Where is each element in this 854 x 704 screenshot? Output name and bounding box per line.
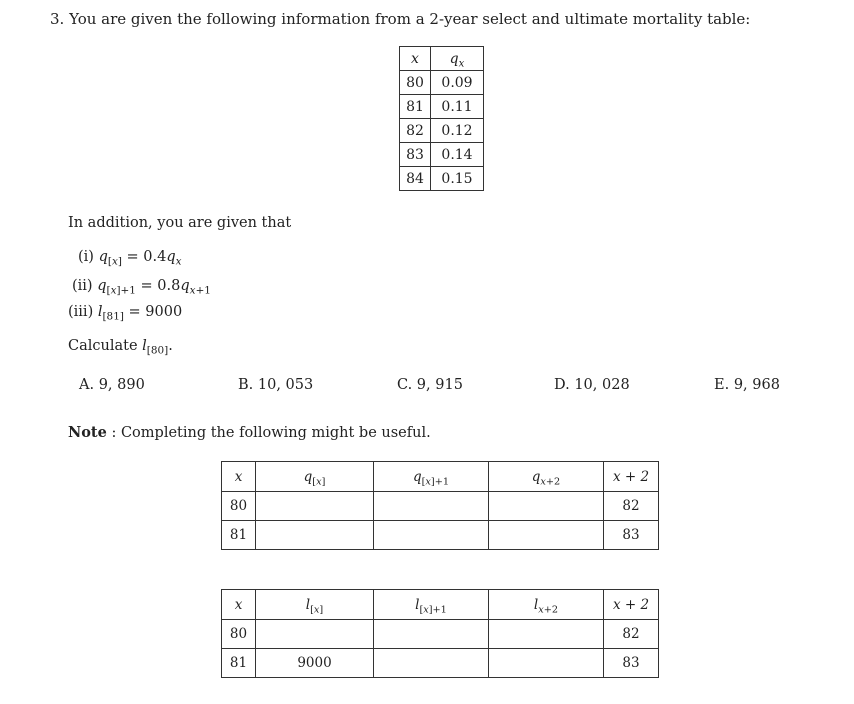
age-cell: 84 (400, 167, 431, 191)
qx-cell: 0.14 (431, 143, 484, 167)
intro-text: In addition, you are given that (68, 215, 292, 231)
choice-d: D. 10, 028 (554, 377, 630, 393)
blank-cell[interactable] (374, 649, 489, 678)
header-q-select: $q_{[x]}$ (256, 462, 374, 492)
age-cell: 82 (400, 119, 431, 143)
mortality-table (399, 46, 484, 191)
age-cell: 81 (222, 649, 256, 678)
header-x: x (222, 590, 256, 620)
blank-cell[interactable] (256, 620, 374, 649)
choice-c: C. 9, 915 (397, 377, 463, 393)
age-plus-2-cell: 83 (604, 521, 659, 550)
header-x-plus-2: x + 2 (604, 590, 659, 620)
qx-cell: 0.11 (431, 95, 484, 119)
blank-cell[interactable] (374, 521, 489, 550)
condition-rhs: = 0.4 (126, 249, 167, 265)
age-cell: 80 (400, 71, 431, 95)
age-cell: 81 (400, 95, 431, 119)
qx-cell: 0.12 (431, 119, 484, 143)
choice-b: B. 10, 053 (238, 377, 314, 393)
table-row (222, 649, 659, 678)
blank-cell[interactable] (374, 492, 489, 521)
calculate-text: Calculate $l_{[80]}$. (68, 338, 173, 357)
table-header-row (222, 462, 659, 492)
note-label: Note (68, 424, 107, 441)
l-select-81-cell: 9000 (256, 649, 374, 678)
age-plus-2-cell: 83 (604, 649, 659, 678)
note-text (68, 424, 431, 441)
table-row (222, 521, 659, 550)
table-header-row (400, 47, 484, 71)
header-x: x (222, 462, 256, 492)
condition-i: (i) $q_{[x]} = 0.4q_x$ (78, 249, 182, 268)
blank-cell[interactable] (489, 492, 604, 521)
worksheet-l-table (221, 589, 659, 678)
condition-iii: (iii) $l_{[81]} = 9000$ (68, 304, 183, 323)
question-number: 3. (50, 10, 65, 28)
blank-cell[interactable] (256, 492, 374, 521)
age-cell: 83 (400, 143, 431, 167)
age-cell: 80 (222, 492, 256, 521)
table-row (222, 492, 659, 521)
note-body: : Completing the following might be useful. (111, 425, 431, 441)
worksheet-q-table (221, 461, 659, 550)
header-l-x-plus-2: $l_{x+2}$ (489, 590, 604, 620)
qx-cell: 0.09 (431, 71, 484, 95)
age-cell: 80 (222, 620, 256, 649)
table-row (400, 167, 484, 191)
condition-label: (ii) (72, 278, 93, 294)
header-x: x (400, 47, 431, 71)
condition-label: (iii) (68, 304, 94, 320)
blank-cell[interactable] (489, 521, 604, 550)
table-row (400, 95, 484, 119)
blank-cell[interactable] (256, 521, 374, 550)
blank-cell[interactable] (489, 620, 604, 649)
header-l-select-plus-1: $l_{[x]+1}$ (374, 590, 489, 620)
condition-ii: (ii) $q_{[x]+1} = 0.8q_{x+1}$ (72, 278, 211, 297)
condition-rhs: = 9000 (128, 304, 183, 320)
table-row (222, 620, 659, 649)
age-plus-2-cell: 82 (604, 492, 659, 521)
header-qx: $q_x$ (431, 47, 484, 71)
qx-cell: 0.15 (431, 167, 484, 191)
header-q-select-plus-1: $q_{[x]+1}$ (374, 462, 489, 492)
condition-label: (i) (78, 249, 94, 265)
table-row (400, 119, 484, 143)
choice-a: A. 9, 890 (79, 377, 145, 393)
table-header-row (222, 590, 659, 620)
header-q-x-plus-2: $q_{x+2}$ (489, 462, 604, 492)
table-row (400, 143, 484, 167)
choice-e: E. 9, 968 (714, 377, 780, 393)
question-text (50, 10, 750, 28)
blank-cell[interactable] (489, 649, 604, 678)
age-plus-2-cell: 82 (604, 620, 659, 649)
blank-cell[interactable] (374, 620, 489, 649)
header-l-select: $l_{[x]}$ (256, 590, 374, 620)
header-x-plus-2: x + 2 (604, 462, 659, 492)
condition-rhs: = 0.8 (140, 278, 181, 294)
question-body: You are given the following information from a 2-year select and ultimate mortality table: (69, 10, 751, 28)
age-cell: 81 (222, 521, 256, 550)
table-row (400, 71, 484, 95)
